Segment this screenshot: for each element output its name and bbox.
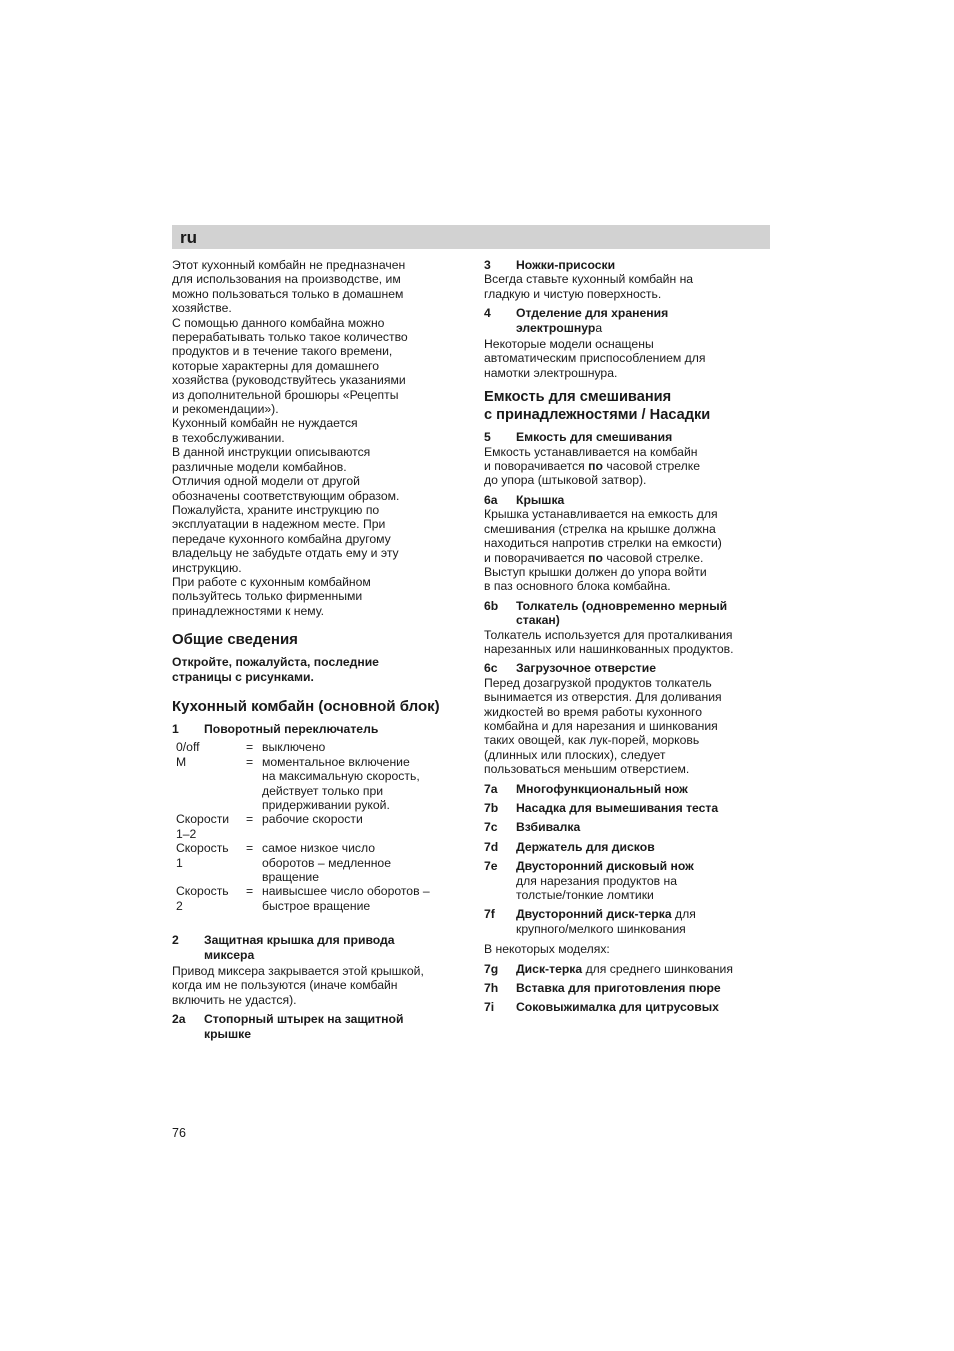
language-code: ru: [180, 228, 197, 247]
switch-row: [176, 884, 462, 913]
item-7c: [484, 820, 770, 834]
switch-key: M: [176, 754, 187, 769]
item-title-text: Диск-терка: [516, 961, 583, 976]
switch-value: самое низкое число оборотов – медленное вращение: [262, 841, 391, 885]
item-6a-text: [484, 507, 770, 593]
item-7a: [484, 782, 770, 796]
item-7b: [484, 801, 770, 815]
item-number: 1: [172, 721, 179, 736]
item-title-text: Отделение для хранения электрошнур: [516, 306, 669, 335]
switch-row: [176, 841, 462, 884]
item-title: Защитная крышка для привода миксера: [204, 933, 395, 962]
text-part: Крышка устанавливается на емкость для смешивания (стрелка на крышке должна находиться напротив стрелки на емкости) и поворачивается: [484, 507, 722, 565]
switch-row: [176, 812, 462, 841]
item-title: Взбивалка: [516, 820, 581, 835]
item-6b-text: Толкатель используется для проталкивания нарезанных или нашинкованных продуктов.: [484, 627, 734, 656]
item-3-text: Всегда ставьте кухонный комбайн на гладкую и чистую поверхность.: [484, 272, 694, 301]
text-part: часовой стрелке до упора (штыковой затвор).: [484, 459, 700, 488]
item-4-text: Некоторые модели оснащены автоматическим приспособлением для намотки электрошнура.: [484, 337, 706, 380]
item-title: Вставка для приготовления пюре: [516, 981, 721, 996]
item-5-text: [484, 445, 770, 488]
switch-value: рабочие скорости: [262, 812, 363, 827]
intro-paragraph: При работе с кухонным комбайном пользуйтесь только фирменными принадлежностями к нему.: [172, 574, 371, 618]
item-number: 7h: [484, 981, 499, 996]
item-6b: [484, 599, 770, 628]
item-title: [516, 907, 770, 936]
right-column: [484, 258, 770, 1015]
item-7i: [484, 1000, 770, 1014]
item-number: 7e: [484, 859, 498, 874]
item-number: 7d: [484, 839, 499, 854]
item-title: Соковыжималка для цитрусовых: [516, 1000, 719, 1015]
item-number: 7g: [484, 961, 499, 976]
text-part: Емкость устанавливается на комбайн и поворачивается: [484, 444, 698, 474]
switch-key: Скорость 1: [176, 841, 229, 870]
item-2-text: Привод миксера закрывается этой крышкой, когда им не пользуются (иначе комбайн включить не удастся).: [172, 964, 424, 1007]
item-number: 7i: [484, 1000, 495, 1015]
item-number: 2: [172, 933, 179, 948]
item-title-text: Двусторонний диск-терка: [516, 907, 672, 922]
item-number: 7b: [484, 801, 499, 815]
intro-paragraph: В данной инструкции описываются различные модели комбайнов. Отличия одной модели от другой обозначены соответствующим образом.: [172, 445, 400, 503]
item-6c-text: Перед дозагрузкой продуктов толкатель вынимается из отверстия. Для доливания жидкостей во время работы кухонного комбайна и для нарезания и шинкования таких овощей, как лук-порей, морковь (длинных или плоских), следует пользоваться меньшим отверстием.: [484, 675, 722, 777]
item-number: 7c: [484, 820, 498, 835]
text-bold: по: [588, 550, 603, 565]
item-subtitle: крупного/мелкого шинкования: [516, 921, 686, 936]
item-6c: [484, 661, 770, 675]
item-number: 6c: [484, 661, 498, 676]
item-title: [516, 962, 770, 976]
item-title: Стопорный штырек на защитной крышке: [204, 1012, 404, 1041]
item-number: 7f: [484, 907, 495, 922]
item-title: Насадка для вымешивания теста: [516, 801, 719, 815]
item-title-tail: для: [671, 907, 696, 922]
item-6a: [484, 493, 770, 507]
text-bold: по: [588, 459, 603, 474]
page-number: 76: [172, 1126, 186, 1140]
main-unit-heading: Кухонный комбайн (основной блок): [172, 697, 440, 715]
item-title: Многофункциональный нож: [516, 781, 688, 796]
bowl-heading: Емкость для смешивания с принадлежностями / Насадки: [484, 389, 711, 423]
switch-table: [176, 740, 462, 913]
switch-eq: =: [246, 812, 254, 827]
item-title: Ножки-присоски: [516, 258, 616, 272]
item-title: Емкость для смешивания: [516, 430, 673, 445]
switch-value: выключено: [262, 740, 326, 755]
item-5: [484, 430, 770, 444]
item-number: 2a: [172, 1012, 186, 1027]
switch-key: Скорости 1–2: [176, 812, 230, 841]
item-title: [516, 859, 770, 902]
switch-key: Скорость 2: [176, 884, 229, 913]
general-heading: Общие сведения: [172, 631, 298, 649]
item-number: 7a: [484, 781, 498, 796]
item-7h: [484, 981, 770, 995]
switch-value: моментальное включение на максимальную скорость, действует только при придерживании рукой.: [262, 754, 420, 812]
item-number: 5: [484, 430, 491, 445]
intro-paragraph: Кухонный комбайн не нуждается в техобслуживании.: [172, 416, 358, 445]
item-subtitle: для нарезания продуктов на толстые/тонкие ломтики: [516, 873, 678, 903]
item-title: Поворотный переключатель: [204, 721, 379, 736]
left-column: [172, 258, 462, 1041]
language-bar: [172, 225, 770, 249]
item-number: 3: [484, 258, 491, 272]
switch-value: наивысшее число оборотов – быстрое вращение: [262, 884, 430, 913]
item-number: 6b: [484, 598, 499, 613]
switch-key: 0/off: [176, 740, 200, 755]
item-7d: [484, 840, 770, 854]
item-2a: [172, 1012, 462, 1041]
item-7f: [484, 907, 770, 936]
item-7g: [484, 962, 770, 976]
item-number: 4: [484, 306, 491, 321]
item-3: [484, 258, 770, 272]
item-4: [484, 306, 770, 335]
item-title-tail: а: [595, 320, 603, 335]
item-title: Держатель для дисков: [516, 839, 655, 854]
switch-eq: =: [246, 754, 254, 769]
item-title: Толкатель (одновременно мерный стакан): [516, 598, 728, 628]
switch-eq: =: [246, 884, 254, 899]
item-2: [172, 933, 462, 962]
intro-paragraph: С помощью данного комбайна можно перерабатывать только такое количество продуктов и в течение такого времени, которые характерны для домашнего хозяйства (руководствуйтесь указаниями из дополнительной брошюры «Рецепты и рекомендации»).: [172, 315, 408, 417]
switch-row: [176, 740, 462, 754]
item-title-tail: для среднего шинкования: [582, 961, 733, 976]
intro-paragraph: Пожалуйста, храните инструкцию по эксплуатации в надежном месте. При передаче кухонного комбайна другому владельцу не забудьте отдать ему и эту инструкцию.: [172, 502, 399, 575]
item-1: [172, 722, 462, 736]
item-title: Крышка: [516, 492, 565, 507]
switch-row: [176, 755, 462, 813]
item-7e: [484, 859, 770, 902]
switch-eq: =: [246, 841, 254, 856]
item-number: 6a: [484, 492, 498, 507]
text-part: часовой стрелке. Выступ крышки должен до упора войти в паз основного блока комбайна.: [484, 550, 707, 594]
item-title-text: Двусторонний дисковый нож: [516, 859, 694, 874]
some-models-note: В некоторых моделях:: [484, 942, 610, 957]
switch-eq: =: [246, 740, 254, 755]
general-note: Откройте, пожалуйста, последние страницы с рисунками.: [172, 655, 379, 684]
intro-paragraph: Этот кухонный комбайн не предназначен для использования на производстве, им можно пользоваться только в домашнем хозяйстве.: [172, 258, 406, 316]
item-title: [516, 306, 770, 335]
item-title: Загрузочное отверстие: [516, 661, 657, 676]
